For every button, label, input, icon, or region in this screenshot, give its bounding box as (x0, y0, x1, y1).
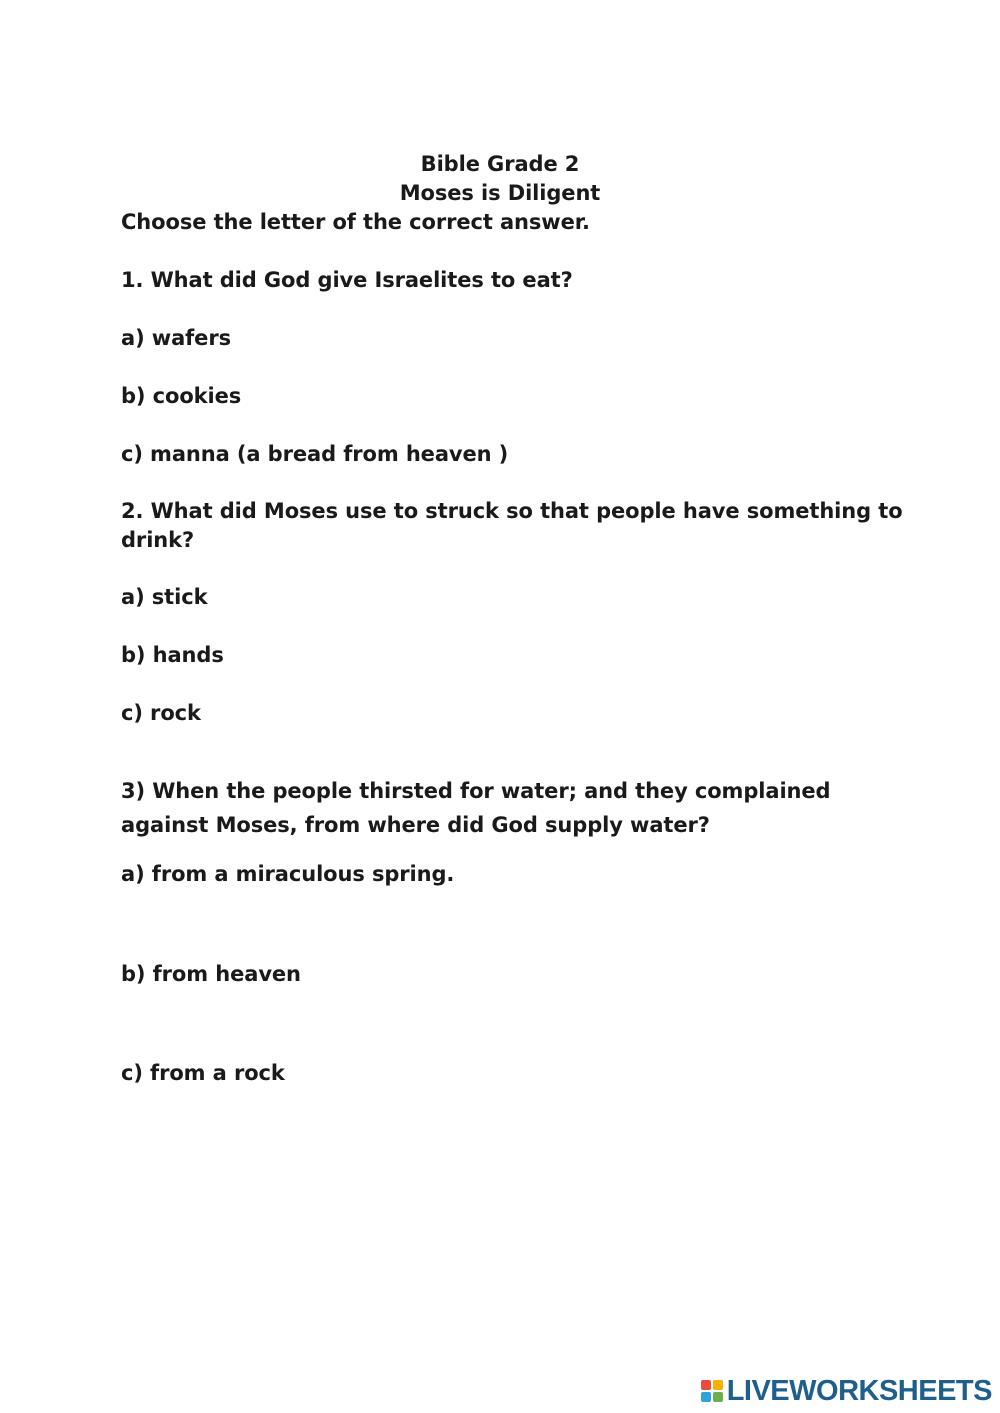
question-2-line-1: 2. What did Moses use to struck so that people have something to (121, 499, 903, 523)
question-3-line-1: 3) When the people thirsted for water; and they complained (121, 779, 831, 803)
question-3-option-c[interactable]: c) from a rock (121, 1061, 285, 1085)
question-1: 1. What did God give Israelites to eat? (121, 268, 573, 292)
question-2-line-2: drink? (121, 528, 195, 552)
liveworksheets-logo (701, 1375, 992, 1407)
mark-square (713, 1392, 723, 1402)
worksheet-title: Bible Grade 2 (420, 152, 580, 176)
question-1-option-c[interactable]: c) manna (a bread from heaven ) (121, 442, 509, 466)
instructions: Choose the letter of the correct answer. (121, 210, 590, 234)
question-3-line-2: against Moses, from where did God supply water? (121, 813, 710, 837)
question-1-option-a[interactable]: a) wafers (121, 326, 231, 350)
question-2-option-b[interactable]: b) hands (121, 643, 224, 667)
liveworksheets-mark-icon (701, 1380, 723, 1402)
question-2-option-a[interactable]: a) stick (121, 585, 208, 609)
question-1-option-b[interactable]: b) cookies (121, 384, 242, 408)
mark-square (713, 1380, 723, 1390)
question-3-option-b[interactable]: b) from heaven (121, 962, 301, 986)
liveworksheets-brand-text: LIVEWORKSHEETS (726, 1374, 992, 1407)
worksheet-subtitle: Moses is Diligent (399, 181, 601, 205)
mark-square (701, 1380, 711, 1390)
question-2-option-c[interactable]: c) rock (121, 701, 201, 725)
mark-square (701, 1392, 711, 1402)
question-3-option-a[interactable]: a) from a miraculous spring. (121, 862, 455, 886)
